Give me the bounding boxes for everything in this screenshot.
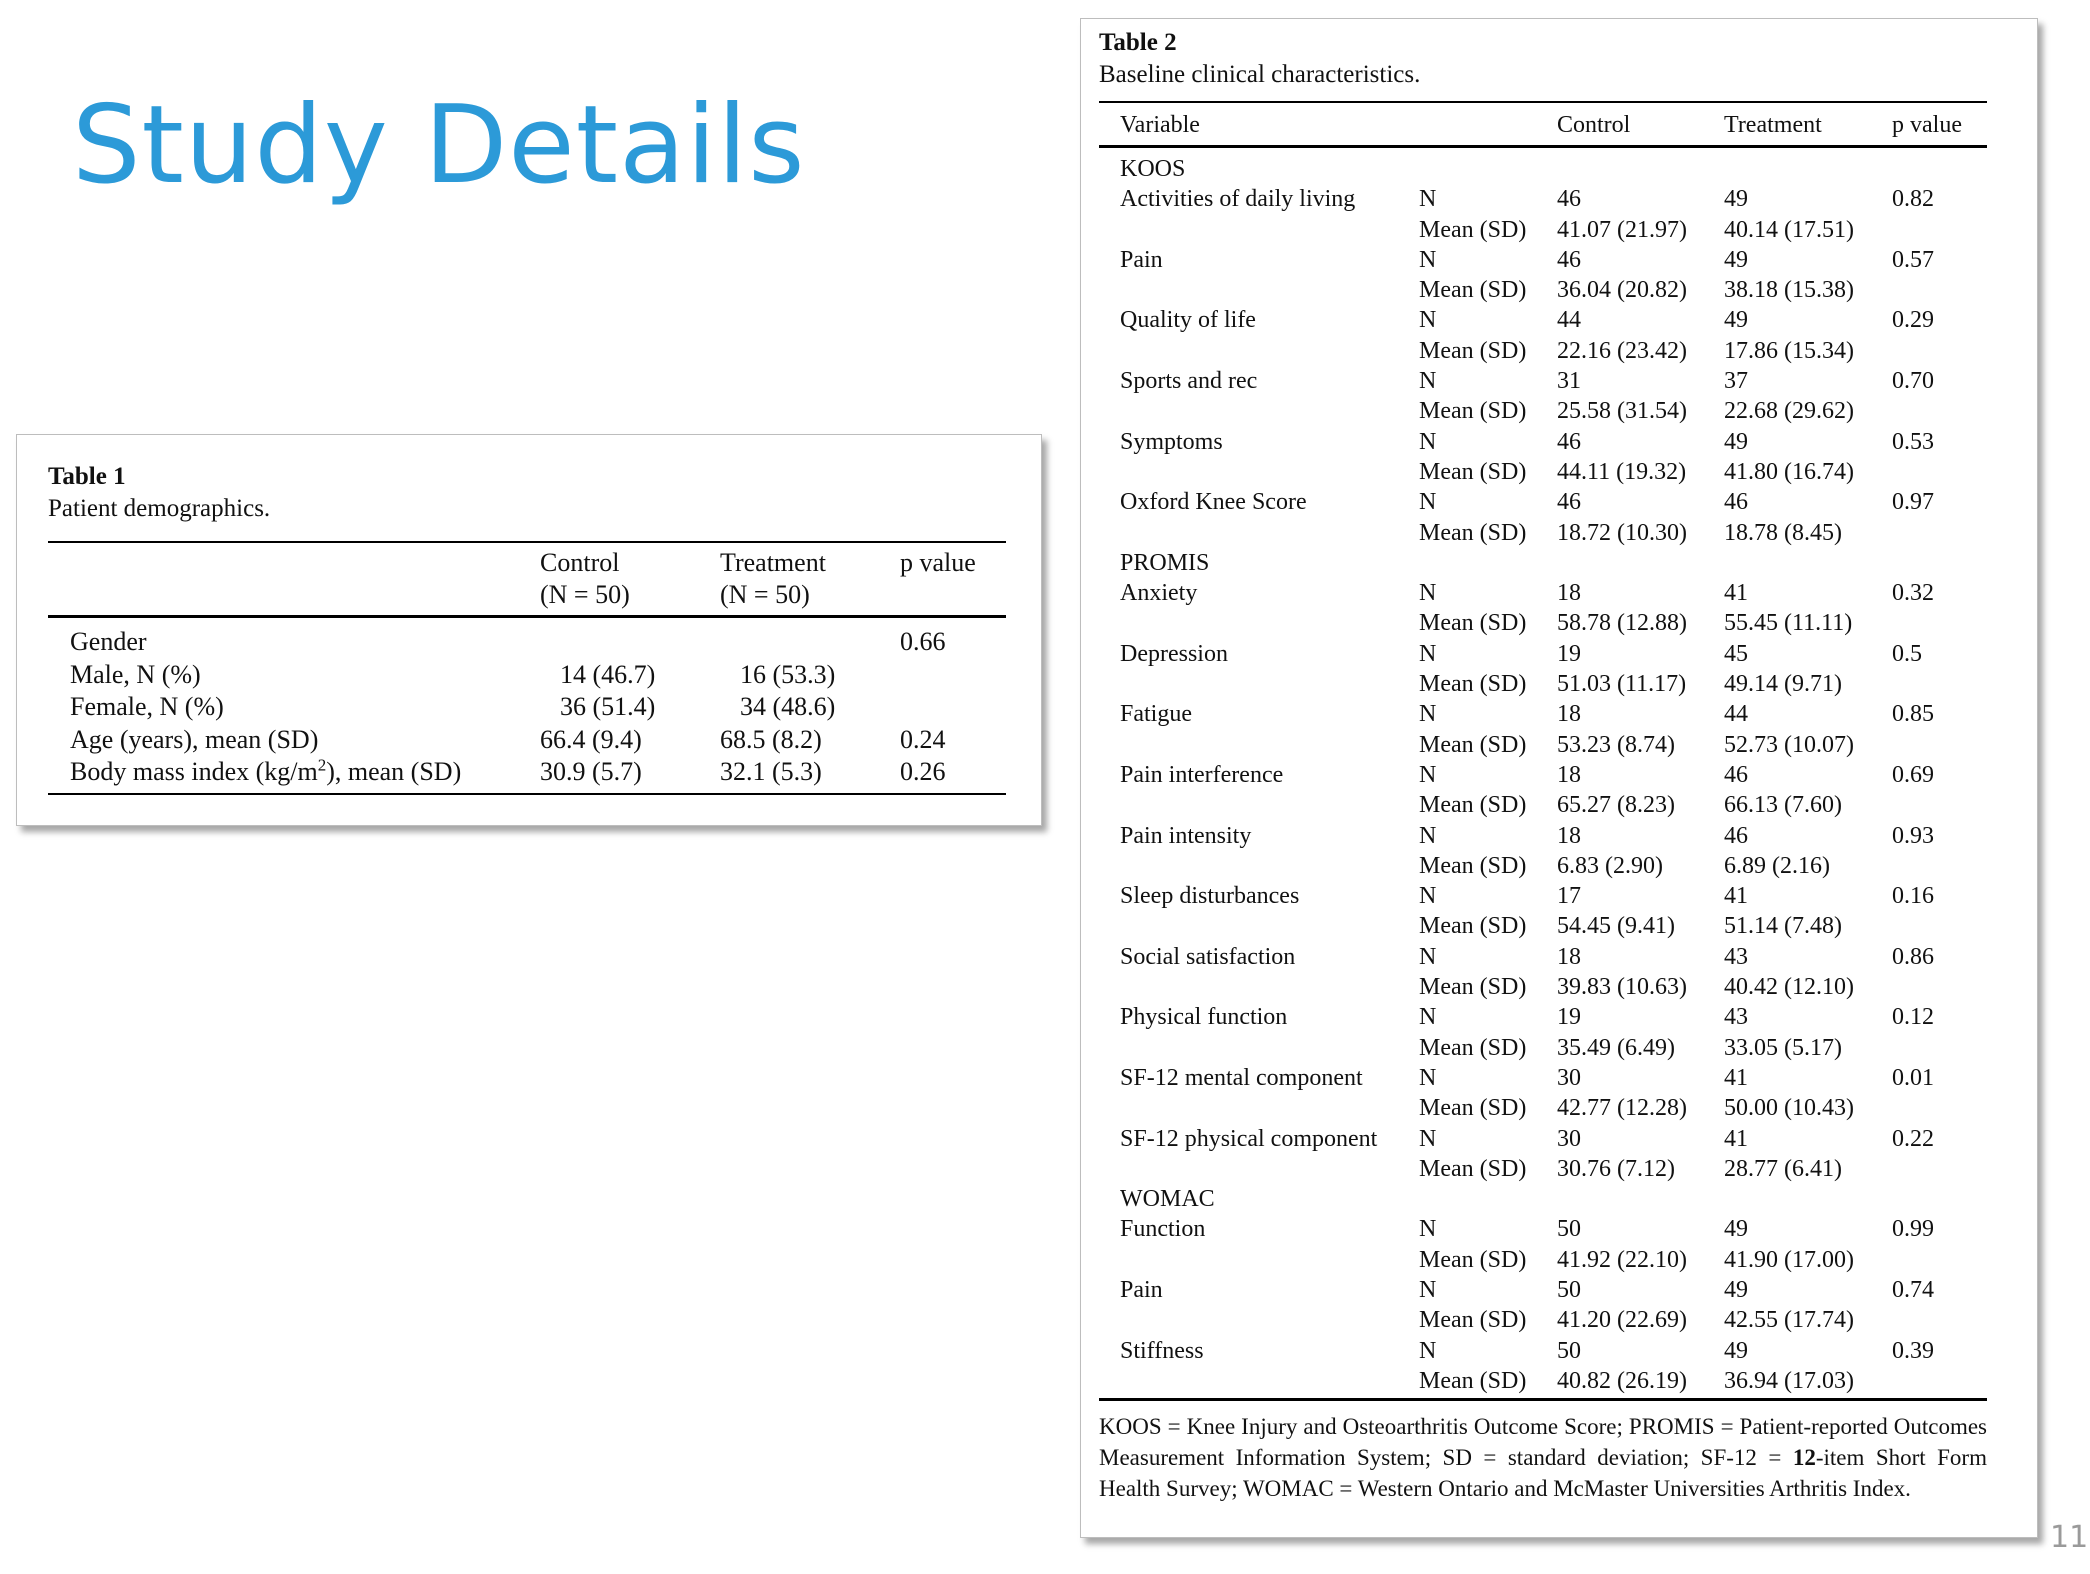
header-line: p value [900, 548, 976, 577]
control-mean-sd-cell: 35.49 (6.49) [1557, 1034, 1675, 1061]
variable-name-spacer [1099, 790, 1419, 820]
variable-name: Pain [1120, 1276, 1163, 1303]
table-1-caption [48, 461, 270, 525]
header-cell [720, 542, 900, 617]
table-row [48, 724, 1006, 757]
table-row [1099, 1366, 1987, 1400]
treatment-n-cell: 49 [1724, 428, 1748, 455]
variable-name-spacer [1099, 669, 1419, 699]
control-cell [540, 617, 720, 659]
p-value-cell: 0.99 [1892, 1216, 1934, 1243]
table-row [1099, 1245, 1987, 1275]
patient-demographics-table [48, 541, 1006, 795]
stat-label: Mean (SD) [1419, 277, 1527, 304]
stat-label: N [1419, 246, 1437, 273]
p-value-spacer [1892, 851, 1987, 881]
stat-label: N [1419, 761, 1437, 788]
table-row [1099, 275, 1987, 305]
label-text: Body mass index (kg/m [70, 757, 318, 786]
p-value-cell: 0.24 [900, 724, 946, 754]
variable-name: Sports and rec [1120, 368, 1258, 395]
treatment-n-cell: 45 [1724, 640, 1748, 667]
control-n-cell: 50 [1557, 1216, 1581, 1243]
table-row [48, 617, 1006, 659]
stat-label: N [1419, 1276, 1437, 1303]
table-row [1099, 669, 1987, 699]
p-value-spacer [1892, 215, 1987, 245]
control-mean-sd-cell: 40.82 (26.19) [1557, 1366, 1724, 1400]
control-mean-sd-cell: 30.76 (7.12) [1557, 1155, 1675, 1182]
control-n-cell: 31 [1557, 368, 1581, 395]
stat-label: N [1419, 1216, 1437, 1243]
table-row [1099, 1214, 1987, 1244]
table-row [1099, 457, 1987, 487]
variable-name: Activities of daily living [1120, 186, 1356, 213]
header-line: (N = 50) [540, 580, 630, 609]
control-n-cell: 18 [1557, 580, 1581, 607]
table-row [1099, 518, 1987, 548]
row-label: Age (years), mean (SD) [70, 724, 319, 754]
stat-label: N [1419, 580, 1437, 607]
control-mean-sd-cell: 41.92 (22.10) [1557, 1246, 1687, 1273]
p-value-spacer [1892, 518, 1987, 548]
table-header-row [48, 542, 1006, 617]
variable-name-spacer [1099, 1154, 1419, 1184]
stat-label: N [1419, 1004, 1437, 1031]
table-row [48, 659, 1006, 692]
treatment-mean-sd-cell: 42.55 (17.74) [1724, 1307, 1854, 1334]
treatment-n-cell: 37 [1724, 368, 1748, 395]
variable-name: Physical function [1120, 1004, 1288, 1031]
treatment-mean-sd-cell: 18.78 (8.45) [1724, 519, 1842, 546]
table-row [1099, 487, 1987, 517]
control-n-cell: 18 [1557, 761, 1581, 788]
p-value-cell: 0.39 [1892, 1337, 1934, 1364]
treatment-mean-sd-cell: 55.45 (11.11) [1724, 610, 1853, 637]
group-row [1099, 1184, 1987, 1214]
table-row [1099, 336, 1987, 366]
table-row [1099, 730, 1987, 760]
treatment-mean-sd-cell: 50.00 (10.43) [1724, 1095, 1854, 1122]
variable-name-spacer [1099, 1033, 1419, 1063]
treatment-cell [720, 617, 900, 659]
treatment-mean-sd-cell: 22.68 (29.62) [1724, 398, 1854, 425]
control-n-cell: 50 [1557, 1337, 1581, 1364]
stat-label: Mean (SD) [1419, 1246, 1527, 1273]
p-value-cell: 0.70 [1892, 368, 1934, 395]
variable-name: Pain interference [1120, 761, 1284, 788]
table-row [1099, 1093, 1987, 1123]
group-label: KOOS [1120, 156, 1186, 182]
table-2-label: Table 2 [1099, 29, 1177, 56]
p-value-cell: 0.74 [1892, 1276, 1934, 1303]
header-cell: Control [1557, 102, 1724, 147]
table-1-figure [16, 434, 1042, 826]
table-2-title: Baseline clinical characteristics. [1099, 61, 1421, 88]
p-value-cell: 0.82 [1892, 186, 1934, 213]
p-value-cell [900, 691, 1006, 724]
p-value-cell: 0.16 [1892, 883, 1934, 910]
p-value-spacer [1892, 1245, 1987, 1275]
row-label [48, 756, 540, 794]
treatment-mean-sd-cell: 40.42 (12.10) [1724, 974, 1854, 1001]
p-value-cell: 0.97 [1892, 489, 1934, 516]
p-value-spacer [1892, 336, 1987, 366]
variable-name: Pain [1120, 246, 1163, 273]
treatment-n-cell: 43 [1724, 1004, 1748, 1031]
variable-name-spacer [1099, 336, 1419, 366]
control-n-cell: 46 [1557, 489, 1581, 516]
table-row [1099, 1275, 1987, 1305]
variable-name: Depression [1120, 640, 1228, 667]
control-n-cell: 30 [1557, 1125, 1581, 1152]
control-mean-sd-cell: 54.45 (9.41) [1557, 913, 1675, 940]
treatment-mean-sd-cell: 52.73 (10.07) [1724, 731, 1854, 758]
variable-name-spacer [1099, 608, 1419, 638]
control-n-cell: 46 [1557, 428, 1581, 455]
treatment-n-cell: 44 [1724, 701, 1748, 728]
control-n-cell: 17 [1557, 883, 1581, 910]
table-row [1099, 366, 1987, 396]
variable-name: Sleep disturbances [1120, 883, 1300, 910]
control-n-cell: 19 [1557, 1004, 1581, 1031]
control-cell: 36 (51.4) [560, 692, 656, 721]
control-mean-sd-cell: 41.07 (21.97) [1557, 216, 1687, 243]
treatment-n-cell: 49 [1724, 186, 1748, 213]
footnote-text: KOOS = Knee Injury and Osteoarthritis Outcome Score; PROMIS = Patient-reported Outcomes Measurement Information System; SD = standard deviation; SF-12 = [1099, 1414, 1987, 1470]
p-value-spacer [1892, 1033, 1987, 1063]
p-value-spacer [1892, 790, 1987, 820]
variable-name-spacer [1099, 518, 1419, 548]
treatment-n-cell: 49 [1724, 1216, 1748, 1243]
variable-name: Symptoms [1120, 428, 1223, 455]
table-row [1099, 821, 1987, 851]
p-value-cell: 0.66 [900, 627, 946, 656]
stat-label: N [1419, 1337, 1437, 1364]
control-cell: 14 (46.7) [560, 659, 656, 689]
p-value-spacer [1892, 1154, 1987, 1184]
treatment-n-cell: 41 [1724, 1064, 1748, 1091]
treatment-mean-sd-cell: 33.05 (5.17) [1724, 1034, 1842, 1061]
control-mean-sd-cell: 58.78 (12.88) [1557, 610, 1687, 637]
stat-label: Mean (SD) [1419, 731, 1527, 758]
control-mean-sd-cell: 22.16 (23.42) [1557, 337, 1687, 364]
control-n-cell: 46 [1557, 186, 1581, 213]
table-row [1099, 1336, 1987, 1366]
treatment-n-cell: 46 [1724, 822, 1748, 849]
p-value-spacer [1892, 275, 1987, 305]
control-mean-sd-cell: 53.23 (8.74) [1557, 731, 1675, 758]
table-row [1099, 790, 1987, 820]
treatment-cell: 16 (53.3) [740, 659, 836, 689]
treatment-n-cell: 49 [1724, 246, 1748, 273]
header-line: Control [540, 548, 620, 577]
control-n-cell: 46 [1557, 246, 1581, 273]
stat-label: N [1419, 368, 1437, 395]
treatment-n-cell: 41 [1724, 580, 1748, 607]
stat-label: Mean (SD) [1419, 398, 1527, 425]
treatment-mean-sd-cell: 41.80 (16.74) [1724, 458, 1854, 485]
treatment-mean-sd-cell: 51.14 (7.48) [1724, 913, 1842, 940]
p-value-spacer [1892, 396, 1987, 426]
table-row [48, 691, 1006, 724]
variable-name-spacer [1099, 215, 1419, 245]
variable-name: Anxiety [1120, 580, 1198, 607]
table-row [1099, 305, 1987, 335]
control-mean-sd-cell: 44.11 (19.32) [1557, 458, 1687, 485]
slide-title: Study Details [72, 83, 806, 208]
stat-label: Mean (SD) [1419, 1307, 1527, 1334]
stat-label: N [1419, 428, 1437, 455]
stat-label: Mean (SD) [1419, 1095, 1527, 1122]
treatment-cell: 68.5 (8.2) [720, 724, 822, 754]
stat-label: Mean (SD) [1419, 1366, 1557, 1400]
table-row [1099, 215, 1987, 245]
table-row [48, 756, 1006, 794]
page-number: 11 [2050, 1520, 2089, 1555]
control-n-cell: 18 [1557, 701, 1581, 728]
stat-label: Mean (SD) [1419, 458, 1527, 485]
variable-name: Oxford Knee Score [1120, 489, 1307, 516]
header-cell [48, 542, 540, 617]
control-mean-sd-cell: 18.72 (10.30) [1557, 519, 1687, 546]
treatment-n-cell: 49 [1724, 1276, 1748, 1303]
stat-label: N [1419, 640, 1437, 667]
header-cell [540, 542, 720, 617]
control-cell: 30.9 (5.7) [540, 756, 720, 794]
stat-label: N [1419, 186, 1437, 213]
variable-name-spacer [1099, 972, 1419, 1002]
treatment-mean-sd-cell: 38.18 (15.38) [1724, 277, 1854, 304]
stat-label: Mean (SD) [1419, 216, 1527, 243]
p-value-spacer [1892, 608, 1987, 638]
header-line: (N = 50) [720, 580, 810, 609]
p-value-spacer [1892, 911, 1987, 941]
variable-name-spacer [1099, 1245, 1419, 1275]
group-row [1099, 548, 1987, 578]
stat-label: Mean (SD) [1419, 610, 1527, 637]
control-n-cell: 44 [1557, 307, 1581, 334]
variable-name-spacer [1099, 1366, 1419, 1400]
p-value-cell: 0.5 [1892, 640, 1922, 667]
stat-label: Mean (SD) [1419, 852, 1527, 879]
variable-name-spacer [1099, 396, 1419, 426]
table-row [1099, 184, 1987, 214]
p-value-spacer [1892, 669, 1987, 699]
group-label: WOMAC [1120, 1186, 1215, 1213]
control-n-cell: 19 [1557, 640, 1581, 667]
variable-name: Quality of life [1120, 307, 1256, 334]
row-label: Female, N (%) [70, 692, 224, 721]
control-n-cell: 18 [1557, 943, 1581, 970]
p-value-spacer [1892, 730, 1987, 760]
footnote-bold: 12 [1792, 1445, 1816, 1470]
p-value-cell: 0.93 [1892, 822, 1934, 849]
group-label: PROMIS [1120, 549, 1210, 576]
table-row [1099, 881, 1987, 911]
variable-name-spacer [1099, 911, 1419, 941]
label-text: ), mean (SD) [326, 757, 462, 786]
control-mean-sd-cell: 36.04 (20.82) [1557, 277, 1687, 304]
treatment-mean-sd-cell: 6.89 (2.16) [1724, 852, 1830, 879]
treatment-n-cell: 43 [1724, 943, 1748, 970]
p-value-cell: 0.57 [1892, 246, 1934, 273]
treatment-n-cell: 41 [1724, 883, 1748, 910]
stat-label: Mean (SD) [1419, 913, 1527, 940]
treatment-n-cell: 41 [1724, 1125, 1748, 1152]
table-2-footnote [1099, 1411, 1987, 1504]
table-header-row [1099, 102, 1987, 147]
treatment-cell: 32.1 (5.3) [720, 756, 900, 794]
control-mean-sd-cell: 51.03 (11.17) [1557, 671, 1687, 698]
p-value-cell [900, 659, 1006, 692]
header-cell: Variable [1099, 102, 1419, 147]
treatment-mean-sd-cell: 41.90 (17.00) [1724, 1246, 1854, 1273]
header-cell: Treatment [1724, 102, 1892, 147]
variable-name-spacer [1099, 1305, 1419, 1335]
group-row [1099, 147, 1987, 185]
table-row [1099, 699, 1987, 729]
table-row [1099, 639, 1987, 669]
stat-label: N [1419, 1064, 1437, 1091]
stat-label: Mean (SD) [1419, 337, 1527, 364]
table-row [1099, 245, 1987, 275]
p-value-cell: 0.86 [1892, 943, 1934, 970]
table-2-caption [1099, 27, 1420, 91]
table-row [1099, 942, 1987, 972]
p-value-cell: 0.26 [900, 756, 1006, 794]
table-row [1099, 1002, 1987, 1032]
p-value-cell: 0.53 [1892, 428, 1934, 455]
row-label: Gender [70, 627, 147, 656]
treatment-mean-sd-cell: 28.77 (6.41) [1724, 1155, 1842, 1182]
control-cell: 66.4 (9.4) [540, 724, 642, 754]
stat-label: N [1419, 883, 1437, 910]
p-value-spacer [1892, 972, 1987, 1002]
control-mean-sd-cell: 6.83 (2.90) [1557, 852, 1663, 879]
control-mean-sd-cell: 65.27 (8.23) [1557, 792, 1675, 819]
treatment-n-cell: 49 [1724, 1337, 1748, 1364]
treatment-mean-sd-cell: 49.14 (9.71) [1724, 671, 1842, 698]
table-row [1099, 608, 1987, 638]
p-value-cell: 0.22 [1892, 1125, 1934, 1152]
table-body [1099, 147, 1987, 1400]
treatment-n-cell: 46 [1724, 761, 1748, 788]
p-value-cell: 0.85 [1892, 701, 1934, 728]
table-row [1099, 911, 1987, 941]
variable-name-spacer [1099, 457, 1419, 487]
variable-name-spacer [1099, 1093, 1419, 1123]
variable-name: SF-12 physical component [1120, 1125, 1378, 1152]
stat-label: N [1419, 1125, 1437, 1152]
stat-label: N [1419, 307, 1437, 334]
header-cell: p value [1892, 102, 1987, 147]
treatment-cell: 34 (48.6) [740, 692, 836, 721]
treatment-n-cell: 49 [1724, 307, 1748, 334]
variable-name-spacer [1099, 851, 1419, 881]
p-value-spacer [1892, 1305, 1987, 1335]
table-row [1099, 972, 1987, 1002]
treatment-mean-sd-cell: 17.86 (15.34) [1724, 337, 1854, 364]
control-mean-sd-cell: 39.83 (10.63) [1557, 974, 1687, 1001]
variable-name: Pain intensity [1120, 822, 1252, 849]
row-label: Male, N (%) [70, 659, 201, 689]
p-value-spacer [1892, 1093, 1987, 1123]
stat-label: Mean (SD) [1419, 519, 1527, 546]
header-cell [900, 542, 1006, 617]
p-value-cell: 0.29 [1892, 307, 1934, 334]
control-mean-sd-cell: 41.20 (22.69) [1557, 1307, 1687, 1334]
stat-label: Mean (SD) [1419, 792, 1527, 819]
treatment-mean-sd-cell: 36.94 (17.03) [1724, 1366, 1892, 1400]
table-row [1099, 1305, 1987, 1335]
variable-name-spacer [1099, 730, 1419, 760]
variable-name: SF-12 mental component [1120, 1064, 1363, 1091]
table-1-label: Table 1 [48, 463, 126, 490]
table-row [1099, 1063, 1987, 1093]
control-n-cell: 50 [1557, 1276, 1581, 1303]
table-2-figure [1080, 18, 2038, 1538]
table-row [1099, 1154, 1987, 1184]
treatment-mean-sd-cell: 66.13 (7.60) [1724, 792, 1842, 819]
stat-label: Mean (SD) [1419, 1155, 1527, 1182]
variable-name: Fatigue [1120, 701, 1192, 728]
stat-label: Mean (SD) [1419, 974, 1527, 1001]
superscript: 2 [317, 755, 327, 775]
p-value-cell: 0.32 [1892, 580, 1934, 607]
p-value-cell: 0.01 [1892, 1064, 1934, 1091]
table-row [1099, 851, 1987, 881]
control-n-cell: 18 [1557, 822, 1581, 849]
header-cell [1419, 102, 1557, 147]
table-1-title: Patient demographics. [48, 495, 271, 522]
variable-name-spacer [1099, 275, 1419, 305]
header-line: Treatment [720, 548, 826, 577]
table-row [1099, 760, 1987, 790]
baseline-clinical-table [1099, 101, 1987, 1401]
table-row [1099, 578, 1987, 608]
control-mean-sd-cell: 25.58 (31.54) [1557, 398, 1687, 425]
p-value-spacer [1892, 1366, 1987, 1400]
table-row [1099, 396, 1987, 426]
p-value-cell: 0.69 [1892, 761, 1934, 788]
variable-name: Function [1120, 1216, 1206, 1243]
footnote-text: -item Short Form Health Survey; WOMAC = Western Ontario and McMaster Universities Arthritis Index. [1099, 1445, 1987, 1501]
stat-label: N [1419, 701, 1437, 728]
stat-label: Mean (SD) [1419, 1034, 1527, 1061]
p-value-cell: 0.12 [1892, 1004, 1934, 1031]
table-row [1099, 427, 1987, 457]
control-mean-sd-cell: 42.77 (12.28) [1557, 1095, 1687, 1122]
stat-label: N [1419, 489, 1437, 516]
variable-name: Social satisfaction [1120, 943, 1296, 970]
stat-label: N [1419, 943, 1437, 970]
control-n-cell: 30 [1557, 1064, 1581, 1091]
variable-name: Stiffness [1120, 1337, 1204, 1364]
table-row [1099, 1124, 1987, 1154]
treatment-n-cell: 46 [1724, 489, 1748, 516]
stat-label: N [1419, 822, 1437, 849]
p-value-spacer [1892, 457, 1987, 487]
stat-label: Mean (SD) [1419, 671, 1527, 698]
table-row [1099, 1033, 1987, 1063]
treatment-mean-sd-cell: 40.14 (17.51) [1724, 216, 1854, 243]
